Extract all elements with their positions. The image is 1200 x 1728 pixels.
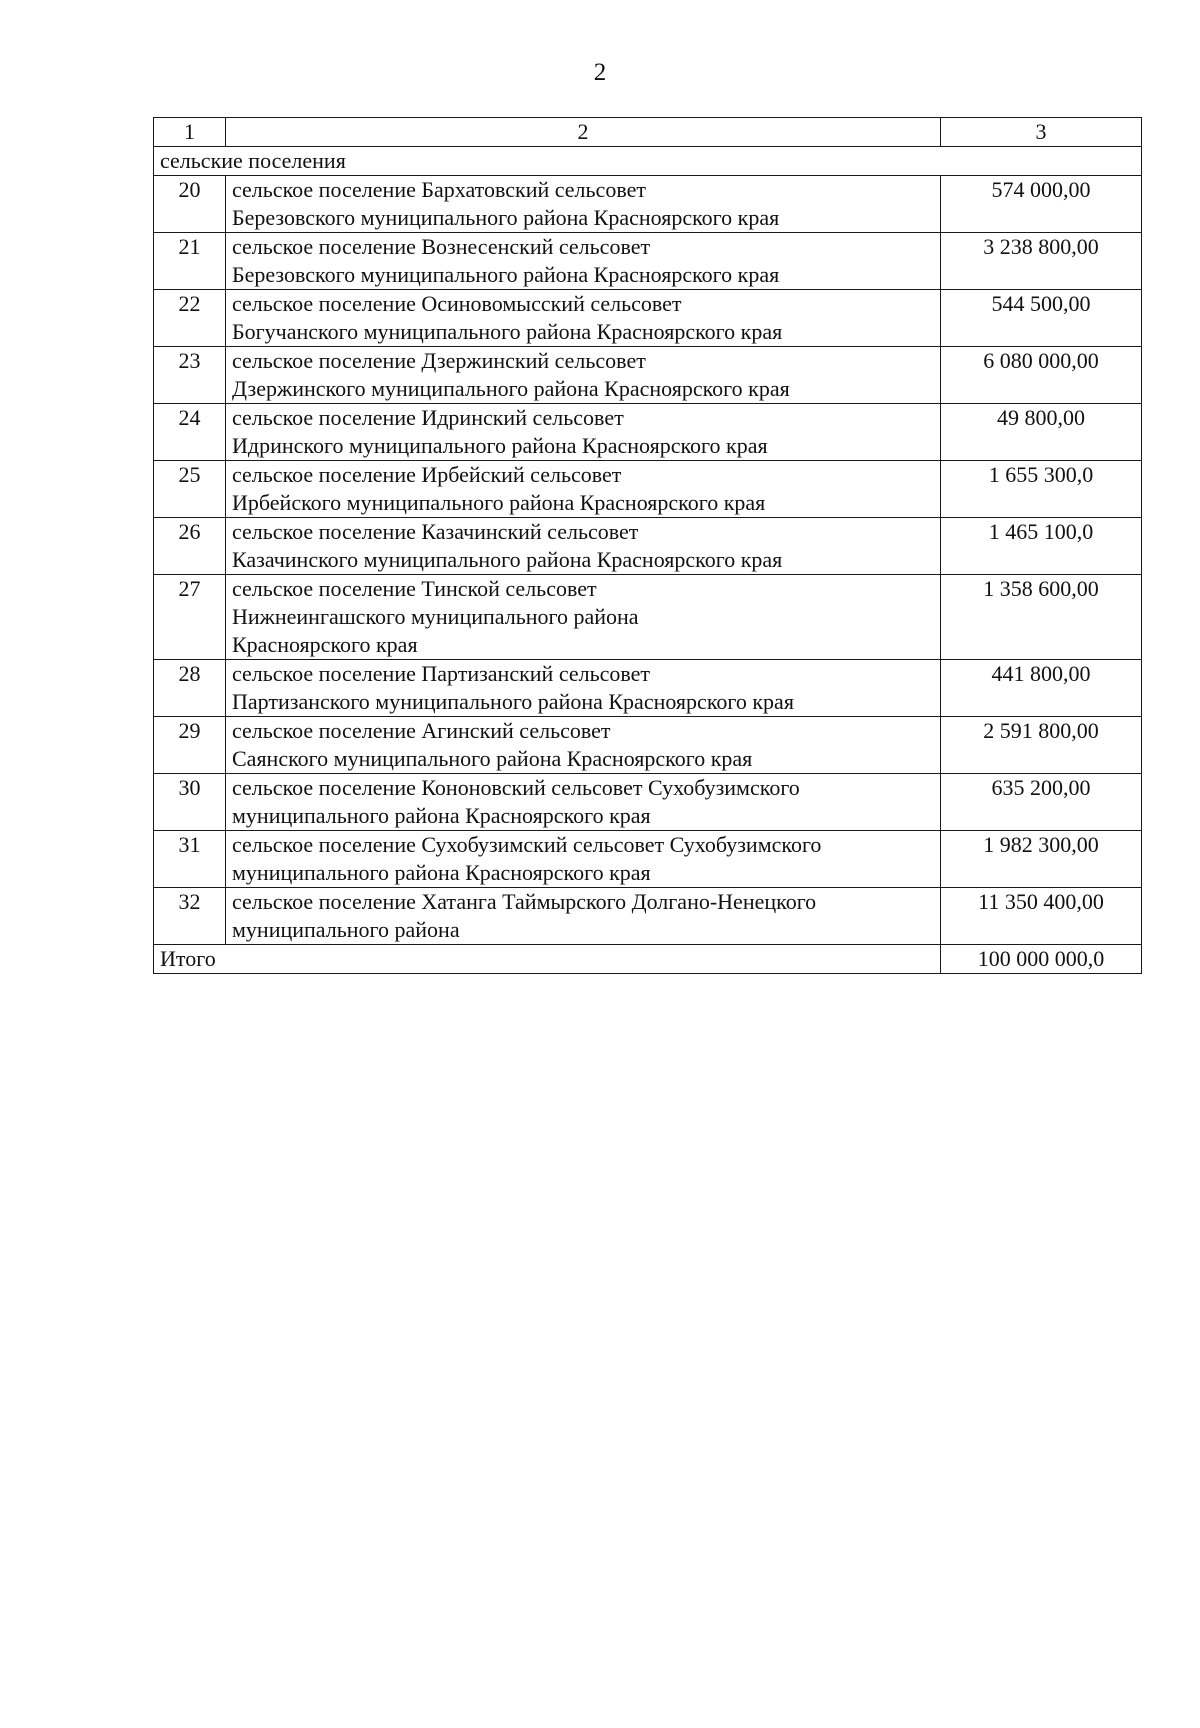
description-line: сельское поселение Идринский сельсовет [232,405,624,430]
row-amount: 1 982 300,00 [941,831,1142,888]
description-line: сельское поселение Ирбейский сельсовет [232,462,622,487]
row-description [226,290,941,347]
header-col-2: 2 [226,118,941,147]
table-row [154,290,1142,347]
table-row [154,774,1142,831]
row-number: 30 [154,774,226,831]
table-row [154,404,1142,461]
description-line: Богучанского муниципального района Красноярского края [232,319,783,344]
description-line: сельское поселение Сухобузимский сельсовет Сухобузимского [232,832,822,857]
table-row [154,518,1142,575]
description-line: Нижнеингашского муниципального района [232,604,639,629]
row-number: 24 [154,404,226,461]
description-line: сельское поселение Агинский сельсовет [232,718,611,743]
row-amount: 544 500,00 [941,290,1142,347]
row-description [226,518,941,575]
row-number: 31 [154,831,226,888]
row-amount: 3 238 800,00 [941,233,1142,290]
row-number: 28 [154,660,226,717]
description-line: сельское поселение Осиновомысский сельсовет [232,291,682,316]
row-number: 26 [154,518,226,575]
row-description [226,347,941,404]
description-line: сельское поселение Кононовский сельсовет Сухобузимского [232,775,800,800]
row-amount: 49 800,00 [941,404,1142,461]
row-description [226,461,941,518]
table-row [154,575,1142,660]
row-number: 25 [154,461,226,518]
table-row [154,233,1142,290]
description-line: муниципального района [232,917,460,942]
description-line: муниципального района Красноярского края [232,860,651,885]
header-col-1: 1 [154,118,226,147]
description-line: сельское поселение Вознесенский сельсовет [232,234,651,259]
allocation-table [153,117,1142,974]
table-row [154,660,1142,717]
total-label: Итого [154,945,941,974]
section-title: сельские поселения [154,147,1142,176]
row-description [226,831,941,888]
row-description [226,717,941,774]
row-description [226,575,941,660]
description-line: Дзержинского муниципального района Красноярского края [232,376,790,401]
row-amount: 6 080 000,00 [941,347,1142,404]
description-line: сельское поселение Тинской сельсовет [232,576,597,601]
table-row [154,176,1142,233]
section-row [154,147,1142,176]
header-col-3: 3 [941,118,1142,147]
row-number: 29 [154,717,226,774]
description-line: Казачинского муниципального района Красноярского края [232,547,783,572]
page-number: 2 [593,59,607,86]
description-line: Партизанского муниципального района Красноярского края [232,689,794,714]
row-amount: 635 200,00 [941,774,1142,831]
row-number: 23 [154,347,226,404]
table-row [154,888,1142,945]
row-amount: 1 655 300,0 [941,461,1142,518]
row-description [226,660,941,717]
row-description [226,176,941,233]
description-line: Березовского муниципального района Красноярского края [232,205,780,230]
description-line: сельское поселение Казачинский сельсовет [232,519,639,544]
description-line: Саянского муниципального района Красноярского края [232,746,753,771]
table-row [154,831,1142,888]
description-line: сельское поселение Дзержинский сельсовет [232,348,646,373]
description-line: муниципального района Красноярского края [232,803,651,828]
row-amount: 1 465 100,0 [941,518,1142,575]
table-header-row [154,118,1142,147]
row-number: 32 [154,888,226,945]
row-number: 20 [154,176,226,233]
row-number: 22 [154,290,226,347]
row-description [226,233,941,290]
row-amount: 2 591 800,00 [941,717,1142,774]
row-amount: 1 358 600,00 [941,575,1142,660]
row-number: 27 [154,575,226,660]
row-description [226,774,941,831]
description-line: Ирбейского муниципального района Красноярского края [232,490,766,515]
row-amount: 574 000,00 [941,176,1142,233]
row-description [226,888,941,945]
row-amount: 441 800,00 [941,660,1142,717]
table-row [154,461,1142,518]
description-line: сельское поселение Партизанский сельсовет [232,661,651,686]
description-line: Березовского муниципального района Красноярского края [232,262,780,287]
table-row [154,717,1142,774]
row-amount: 11 350 400,00 [941,888,1142,945]
row-description [226,404,941,461]
total-amount: 100 000 000,0 [941,945,1142,974]
description-line: сельское поселение Бархатовский сельсовет [232,177,646,202]
table-row [154,347,1142,404]
total-row [154,945,1142,974]
row-number: 21 [154,233,226,290]
description-line: Идринского муниципального района Красноярского края [232,433,768,458]
description-line: сельское поселение Хатанга Таймырского Долгано-Ненецкого [232,889,817,914]
description-line: Красноярского края [232,632,418,657]
